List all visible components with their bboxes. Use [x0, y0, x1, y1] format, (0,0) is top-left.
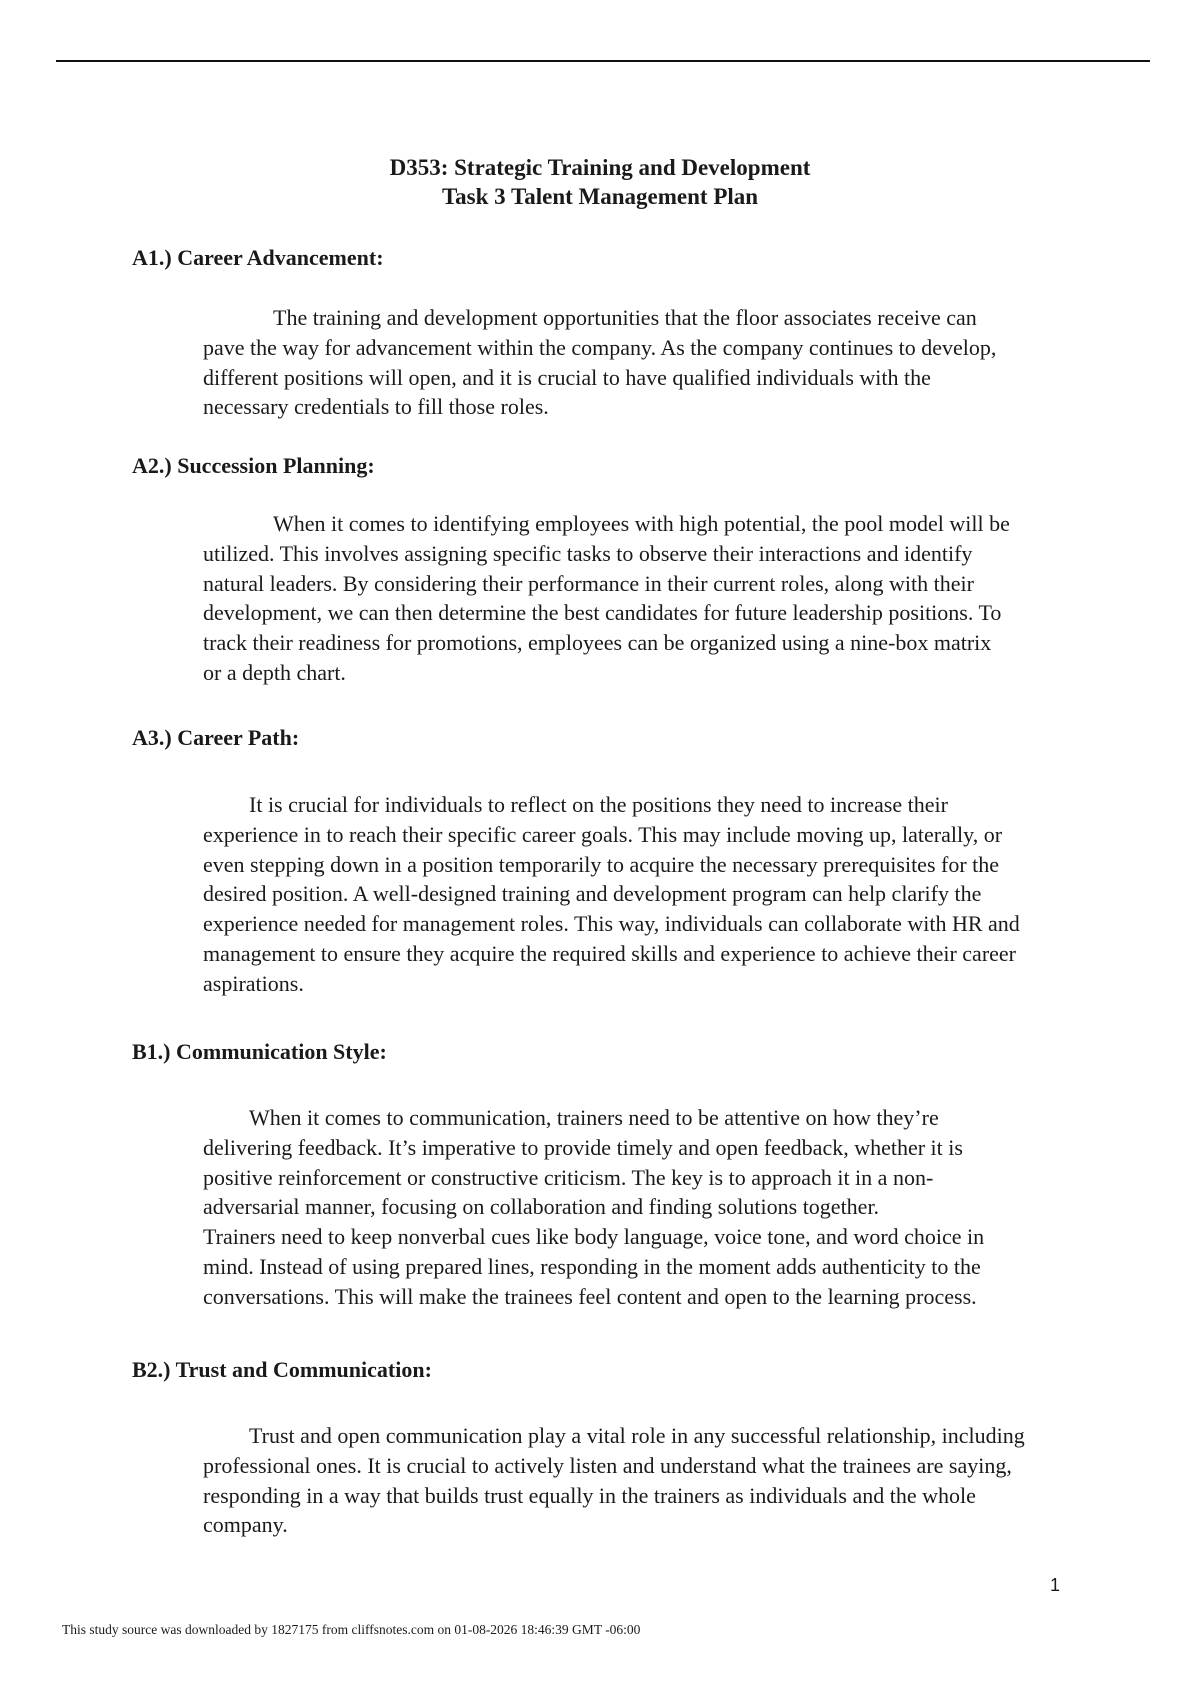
- paragraph-line: track their readiness for promotions, employees can be organized using a nine-box matrix: [203, 630, 992, 656]
- paragraph-line: development, we can then determine the best candidates for future leadership positions. To: [203, 600, 1002, 626]
- paragraph-line: Trainers need to keep nonverbal cues like body language, voice tone, and word choice in: [203, 1224, 985, 1250]
- paragraph-line: Trust and open communication play a vital role in any successful relationship, including: [249, 1423, 1025, 1448]
- paragraph-line: company.: [203, 1512, 288, 1538]
- paragraph-line: utilized. This involves assigning specific tasks to observe their interactions and identify: [203, 540, 973, 566]
- paragraph-line: different positions will open, and it is crucial to have qualified individuals with the: [203, 364, 931, 390]
- heading-trust-and-communication: B2.) Trust and Communication:: [132, 1357, 432, 1382]
- heading-career-path: A3.) Career Path:: [132, 725, 300, 750]
- heading-communication-style: B1.) Communication Style:: [132, 1039, 387, 1064]
- document-subtitle: Task 3 Talent Management Plan: [441, 184, 759, 209]
- paragraph-line: conversations. This will make the trainees feel content and open to the learning process.: [203, 1283, 977, 1309]
- paragraph-line: desired position. A well-designed training and development program can help clarify the: [203, 881, 982, 907]
- paragraph-career-advancement: [203, 303, 1073, 422]
- paragraph-line: The training and development opportunities that the floor associates receive can: [273, 305, 977, 330]
- paragraph-line: delivering feedback. It’s imperative to provide timely and open feedback, whether it is: [203, 1134, 963, 1160]
- paragraph-line: positive reinforcement or constructive criticism. The key is to approach it in a non-: [203, 1164, 934, 1190]
- paragraph-line: experience needed for management roles. This way, individuals can collaborate with HR and: [203, 911, 1020, 937]
- paragraph-line: experience in to reach their specific career goals. This may include moving up, laterally, or: [203, 821, 1003, 847]
- paragraph-line: or a depth chart.: [203, 659, 346, 685]
- paragraph-line: pave the way for advancement within the company. As the company continues to develop,: [203, 334, 997, 360]
- paragraph-trust-and-communication: [203, 1421, 1073, 1540]
- paragraph-line: responding in a way that builds trust equally in the trainers as individuals and the whole: [203, 1482, 976, 1508]
- download-source-footer: This study source was downloaded by 1827175 from cliffsnotes.com on 01-08-2026 18:46:39 GMT -06:00: [62, 1622, 641, 1637]
- document-title-block: [0, 153, 1200, 211]
- paragraph-line: natural leaders. By considering their performance in their current roles, along with their: [203, 570, 974, 596]
- heading-succession-planning: A2.) Succession Planning:: [132, 453, 375, 478]
- paragraph-communication-style: [203, 1103, 1073, 1312]
- paragraph-career-path: [203, 790, 1073, 999]
- paragraph-line: When it comes to communication, trainers need to be attentive on how they’re: [249, 1105, 939, 1130]
- paragraph-line: When it comes to identifying employees with high potential, the pool model will be: [273, 511, 1010, 536]
- document-title: D353: Strategic Training and Development: [389, 155, 811, 180]
- heading-career-advancement: A1.) Career Advancement:: [132, 245, 384, 270]
- paragraph-line: adversarial manner, focusing on collaboration and finding solutions together.: [203, 1194, 880, 1220]
- paragraph-line: management to ensure they acquire the required skills and experience to achieve their career: [203, 940, 1017, 966]
- paragraph-line: It is crucial for individuals to reflect on the positions they need to increase their: [249, 792, 948, 817]
- paragraph-line: mind. Instead of using prepared lines, responding in the moment adds authenticity to the: [203, 1253, 981, 1279]
- paragraph-succession-planning: [203, 509, 1073, 688]
- paragraph-line: aspirations.: [203, 970, 304, 996]
- paragraph-line: necessary credentials to fill those roles.: [203, 394, 549, 420]
- paragraph-line: professional ones. It is crucial to actively listen and understand what the trainees are saying,: [203, 1452, 1012, 1478]
- header-rule: [56, 60, 1150, 62]
- paragraph-line: even stepping down in a position temporarily to acquire the necessary prerequisites for the: [203, 851, 1000, 877]
- page-number: 1: [1050, 1575, 1061, 1595]
